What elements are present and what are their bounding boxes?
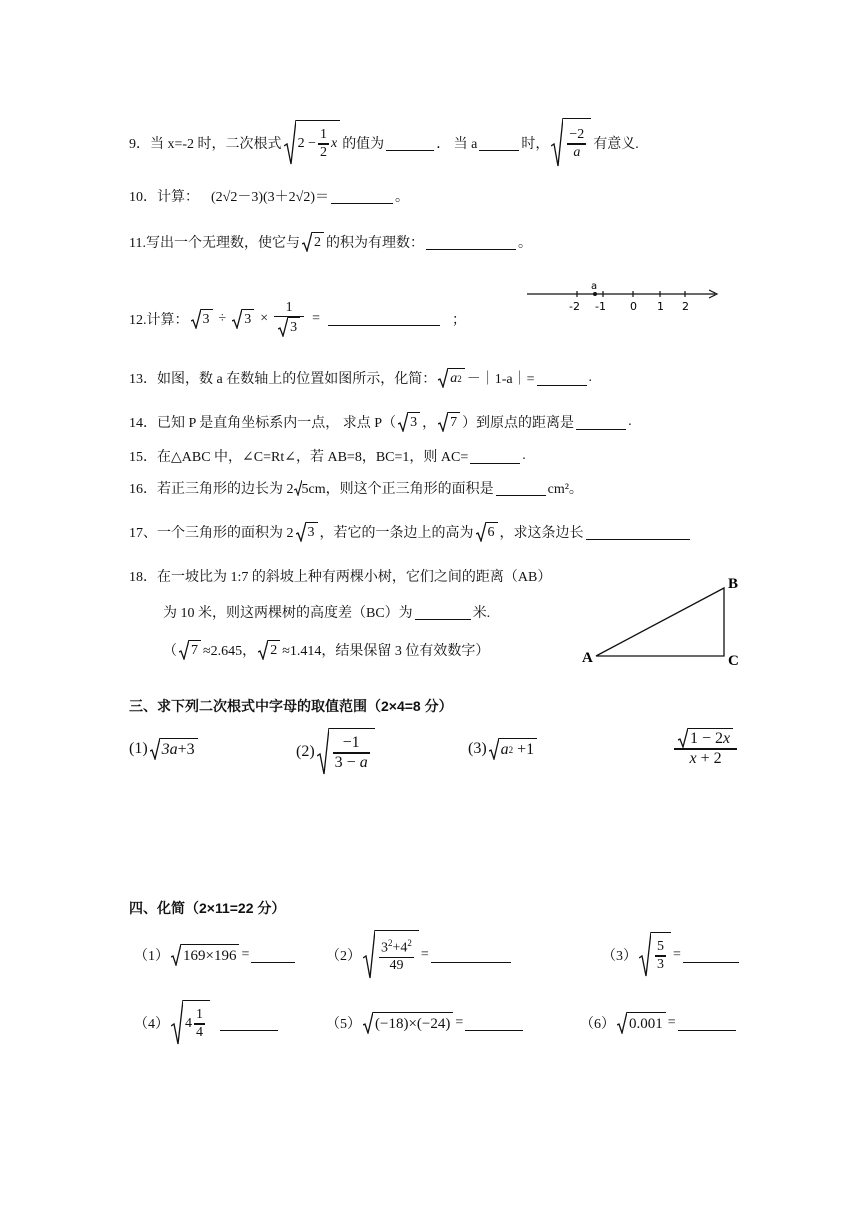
number-line-label: 0 [630, 300, 637, 313]
radical-sign [438, 412, 448, 432]
q14-text: 14．已知 P 是直角坐标系内一点， 求点 P（ [129, 416, 397, 431]
answer-blank[interactable] [415, 605, 471, 620]
q17-text: ，求这条边长 [499, 526, 584, 541]
answer-blank[interactable] [386, 136, 434, 151]
radical: a 2 +1 [489, 738, 538, 760]
q9-text: ． 当 a [436, 137, 478, 152]
number-line-label: 1 [657, 300, 664, 313]
fraction: $\frac{1}{3}$ [274, 300, 304, 337]
item-number: (1) [129, 740, 148, 757]
question-11 [129, 232, 532, 252]
answer-blank[interactable] [331, 189, 393, 204]
question-12: 12.计算： 3 ÷ 3 × $\frac{1}{3}$ = ； [129, 300, 466, 337]
answer-blank[interactable] [431, 948, 511, 963]
radical: a 2 [438, 368, 465, 388]
item-number: （3） [602, 949, 637, 964]
radical-sign [617, 1012, 627, 1034]
q10-expression: (2√2－3)(3＋2√2)＝ [211, 190, 330, 205]
radical: 6 [476, 522, 498, 542]
question-10 [129, 186, 409, 206]
q17-text: 17、一个三角形的面积为 2 [129, 526, 294, 541]
q18-text: （ [163, 644, 177, 659]
section-4-title-text: 四、化简（2×11=22 分） [129, 900, 286, 916]
q9-text: 有意义. [593, 137, 639, 152]
radical-sign [179, 640, 189, 660]
q15-text: 15．在△ABC 中，∠C=Rt∠，若 AB=8，BC=1，则 AC= [129, 450, 469, 465]
radical: 2 [258, 640, 280, 660]
answer-blank[interactable] [251, 948, 295, 963]
item-number: （1） [134, 949, 169, 964]
radical-sign [363, 1012, 373, 1034]
answer-blank[interactable] [537, 371, 587, 386]
q10-text: 。 [395, 190, 410, 205]
question-18-line1 [129, 566, 551, 586]
q14-text: . [628, 414, 632, 429]
radical: 0.001 [617, 1012, 666, 1034]
radical-sign [317, 728, 329, 776]
q11-text: 。 [517, 236, 532, 251]
radical: $\frac{5}{3}$ [639, 932, 671, 978]
radical: 2 − $\frac{1}{2}$ x [284, 120, 341, 166]
q18-text: 为 10 米，则这两棵树的高度差（BC）为 [163, 606, 413, 621]
section-3-item-3 [468, 738, 539, 760]
section-4-item-2 [326, 930, 513, 980]
question-17 [129, 522, 692, 542]
answer-blank[interactable] [479, 136, 519, 151]
equals-sign: = [673, 947, 681, 962]
q9-text: 时， [521, 137, 550, 152]
q12-text: ； [452, 312, 466, 328]
radical-sign [258, 640, 268, 660]
point-a-marker [593, 292, 597, 296]
question-13 [129, 368, 592, 388]
q14-text: ， [422, 416, 437, 431]
question-18-line2 [163, 602, 490, 622]
section-4-item-1 [134, 944, 297, 966]
question-9 [129, 118, 639, 168]
radical: 3 [398, 412, 420, 432]
item-number: （6） [580, 1017, 615, 1032]
radical-sign [171, 1000, 183, 1046]
equals-sign: = [241, 947, 250, 962]
radical: $\frac{3^2+4^2}{49}$ [363, 930, 419, 980]
radical-sign [639, 932, 651, 978]
answer-blank[interactable] [678, 1016, 736, 1031]
q16-text: 5cm，则这个正三角形的面积是 [301, 482, 494, 497]
radical: (−18)×(−24) [363, 1012, 453, 1034]
section-4-item-5 [326, 1012, 525, 1034]
question-18-line3 [163, 640, 489, 660]
q11-text: 11.写出一个无理数，使它与 [129, 236, 300, 251]
number-line-label: -1 [595, 300, 606, 313]
q14-text: ）到原点的距离是 [462, 416, 575, 431]
vertex-a-label: A [582, 650, 593, 666]
radical-sign [398, 412, 408, 432]
q9-text: 的值为 [342, 137, 385, 152]
number-line-label: -2 [569, 300, 580, 313]
q9-text: 9．当 x=-2 时，二次根式 [129, 137, 282, 152]
radical: 2 [302, 232, 324, 252]
q18-text: ≈1.414，结果保留 3 位有效数字） [282, 644, 490, 659]
radical-sign [150, 738, 160, 760]
number-line-label: 2 [682, 300, 689, 313]
radical-sign [294, 480, 302, 496]
radical-sign [363, 930, 375, 980]
q10-text: 10．计算： [129, 190, 199, 205]
radical: $\frac{-2}{a}$ [551, 118, 591, 168]
q13-text: －｜1-a｜= [466, 372, 535, 387]
question-14 [129, 412, 632, 432]
item-number: (2) [296, 743, 315, 760]
radical-sign [296, 522, 306, 542]
section-3-title [129, 696, 453, 716]
radical-sign [438, 368, 448, 388]
item-number: （2） [326, 949, 361, 964]
q13-text: 13．如图，数 a 在数轴上的位置如图所示，化简： [129, 372, 437, 387]
answer-blank[interactable] [470, 449, 520, 464]
radical: 169×196 [171, 944, 239, 966]
section-3-item-2 [296, 728, 377, 776]
section-4-item-3 [602, 932, 741, 978]
radical: $\frac{-1}{3 - a}$ [317, 728, 375, 776]
radical: 3 [191, 309, 213, 329]
answer-blank[interactable] [576, 415, 626, 430]
q16-text: 16．若正三角形的边长为 2 [129, 482, 294, 497]
q11-text: 的积为有理数： [325, 236, 424, 251]
equals-sign: = [667, 1015, 676, 1030]
number-line [525, 280, 725, 316]
q17-text: ，若它的一条边上的高为 [319, 526, 474, 541]
radical-sign [489, 738, 499, 760]
answer-blank[interactable] [465, 1016, 523, 1031]
q18-text: 米. [472, 606, 491, 621]
radical-sign [551, 118, 563, 168]
radical-sign [476, 522, 486, 542]
radical-sign [302, 232, 312, 252]
section-3-item-1 [129, 738, 200, 760]
radical-sign [171, 944, 181, 966]
question-15 [129, 446, 526, 466]
q15-text: . [522, 448, 526, 463]
section-4-item-6 [580, 1012, 738, 1034]
answer-blank[interactable] [586, 525, 690, 540]
section-4-title [129, 898, 285, 918]
equals-sign: = [455, 1015, 464, 1030]
radical: 3 [296, 522, 318, 542]
radical-sign [284, 120, 296, 166]
answer-blank[interactable] [220, 1016, 278, 1031]
q16-text: cm²。 [547, 482, 583, 497]
point-a-label: a [591, 281, 598, 292]
q12-text: 12.计算： [129, 312, 189, 328]
radical: 7 [438, 412, 460, 432]
q18-text: ≈2.645， [203, 644, 257, 659]
radical: 7 [179, 640, 201, 660]
answer-blank[interactable] [496, 481, 546, 496]
radical-sign [232, 309, 242, 329]
section-3-item-4 [672, 728, 739, 768]
item-number: （4） [134, 1017, 169, 1032]
fraction: 1 − 2 x x + 2 [674, 728, 737, 768]
section-3-title-text: 三、求下列二次根式中字母的取值范围（2×4=8 分） [129, 698, 453, 714]
answer-blank[interactable] [328, 311, 440, 326]
answer-blank[interactable] [683, 948, 739, 963]
radical: 3 a +3 [150, 738, 198, 760]
radical: 3 [232, 309, 254, 329]
radical-sign [191, 309, 201, 329]
vertex-b-label: B [728, 576, 739, 592]
question-16 [129, 478, 583, 498]
item-number: (3) [468, 740, 487, 757]
right-triangle-diagram [578, 574, 748, 674]
equals-sign: = [420, 947, 429, 962]
section-4-item-4 [134, 1000, 280, 1046]
item-number: （5） [326, 1017, 361, 1032]
q13-text: . [588, 370, 592, 385]
radical: 4 $\frac{1}{4}$ [171, 1000, 210, 1046]
vertex-c-label: C [728, 653, 739, 669]
answer-blank[interactable] [426, 235, 516, 250]
q18-text: 18．在一坡比为 1:7 的斜坡上种有两棵小树，它们之间的距离（AB） [129, 570, 552, 585]
